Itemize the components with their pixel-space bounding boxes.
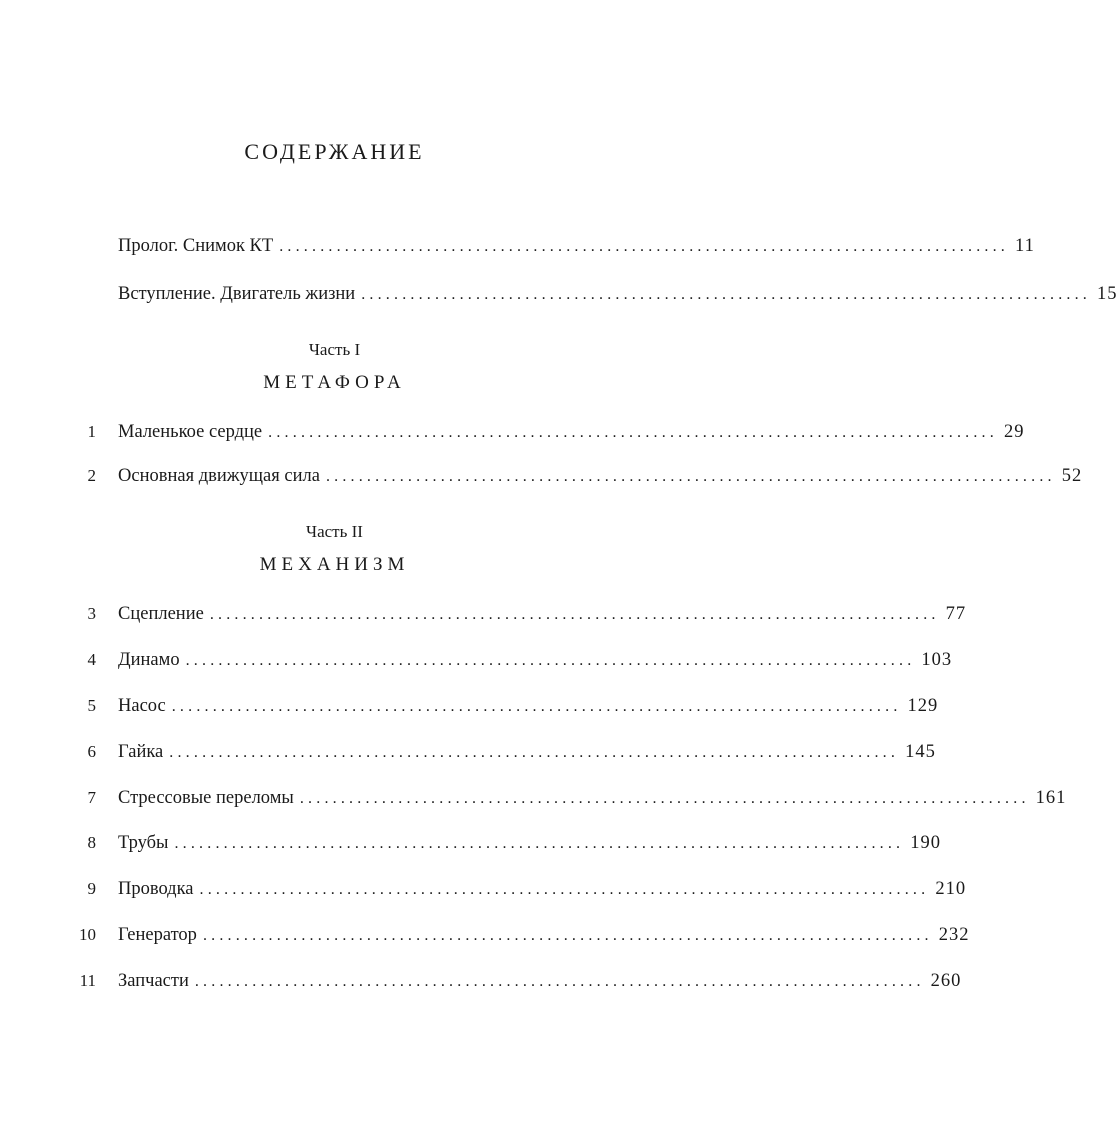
- dot-leader: .........................................................................................: [202, 927, 933, 944]
- entry-title: Запчасти: [118, 971, 189, 991]
- toc-entry-introduction[interactable]: [118, 282, 1118, 306]
- chapter-number: 1: [87, 422, 96, 441]
- entry-page-number: 77: [945, 604, 967, 624]
- dot-leader: .........................................................................................: [185, 652, 916, 669]
- chapter-number: 10: [79, 925, 96, 944]
- chapter-number: 4: [87, 650, 96, 669]
- entry-page-number: 260: [930, 971, 962, 991]
- dot-leader: .........................................................................................: [325, 468, 1056, 485]
- toc-entry-prologue[interactable]: [118, 234, 1035, 258]
- entry-title: Стрессовые переломы: [118, 788, 294, 808]
- entry-page-number: 11: [1015, 236, 1035, 256]
- dot-leader: .........................................................................................: [171, 698, 902, 715]
- toc-entry-chapter[interactable]: [87, 831, 942, 855]
- part-name: МЕХАНИЗМ: [259, 554, 410, 575]
- entry-title: Основная движущая сила: [118, 466, 320, 486]
- chapter-number: 2: [87, 466, 96, 485]
- chapter-number: 6: [87, 742, 96, 761]
- toc-entry-chapter[interactable]: [87, 648, 953, 672]
- dot-leader: .........................................................................................: [279, 238, 1010, 255]
- entry-title: Маленькое сердце: [118, 422, 263, 442]
- entry-page-number: 210: [935, 879, 967, 899]
- chapter-number: 5: [87, 696, 96, 715]
- entry-title: Насос: [118, 696, 166, 716]
- toc-entry-chapter[interactable]: [79, 969, 962, 993]
- entry-title: Пролог. Снимок КТ: [118, 236, 274, 256]
- chapter-number: 9: [87, 879, 96, 898]
- dot-leader: .........................................................................................: [268, 424, 998, 441]
- entry-title: Сцепление: [118, 604, 204, 624]
- entry-title: Проводка: [118, 879, 194, 899]
- part-label: Часть I: [308, 340, 361, 359]
- toc-entry-chapter[interactable]: [87, 786, 1067, 810]
- dot-leader: .........................................................................................: [174, 835, 905, 852]
- dot-leader: .........................................................................................: [361, 286, 1092, 303]
- dot-leader: .........................................................................................: [194, 973, 925, 990]
- toc-entry-chapter[interactable]: [87, 464, 1083, 488]
- toc-entry-chapter[interactable]: [79, 923, 970, 947]
- entry-page-number: 103: [921, 650, 953, 670]
- toc-entry-chapter[interactable]: [87, 740, 936, 764]
- toc-entry-chapter[interactable]: [87, 420, 1025, 444]
- dot-leader: .........................................................................................: [169, 744, 900, 761]
- dot-leader: .........................................................................................: [299, 790, 1030, 807]
- entry-page-number: 232: [938, 925, 970, 945]
- entry-page-number: 190: [910, 833, 942, 853]
- entry-title: Вступление. Двигатель жизни: [118, 284, 356, 304]
- chapter-number: 7: [87, 788, 96, 807]
- entry-title: Динамо: [118, 650, 180, 670]
- part-name: МЕТАФОРА: [263, 372, 406, 393]
- entry-page-number: 129: [907, 696, 939, 716]
- page-title: СОДЕРЖАНИЕ: [244, 139, 425, 164]
- chapter-number: 11: [79, 971, 96, 990]
- entry-page-number: 29: [1003, 422, 1025, 442]
- entry-page-number: 15: [1097, 284, 1118, 304]
- toc-entry-chapter[interactable]: [87, 602, 967, 626]
- chapter-number: 8: [87, 833, 96, 852]
- entry-page-number: 52: [1061, 466, 1083, 486]
- dot-leader: .........................................................................................: [199, 881, 930, 898]
- toc-entry-chapter[interactable]: [87, 694, 939, 718]
- toc-entry-chapter[interactable]: [87, 877, 967, 901]
- entry-title: Гайка: [118, 742, 164, 762]
- entry-title: Генератор: [118, 925, 197, 945]
- part-label: Часть II: [306, 522, 363, 541]
- dot-leader: .........................................................................................: [209, 606, 940, 623]
- entry-page-number: 161: [1035, 788, 1067, 808]
- entry-page-number: 145: [905, 742, 936, 762]
- chapter-number: 3: [87, 604, 96, 623]
- entry-title: Трубы: [118, 833, 169, 853]
